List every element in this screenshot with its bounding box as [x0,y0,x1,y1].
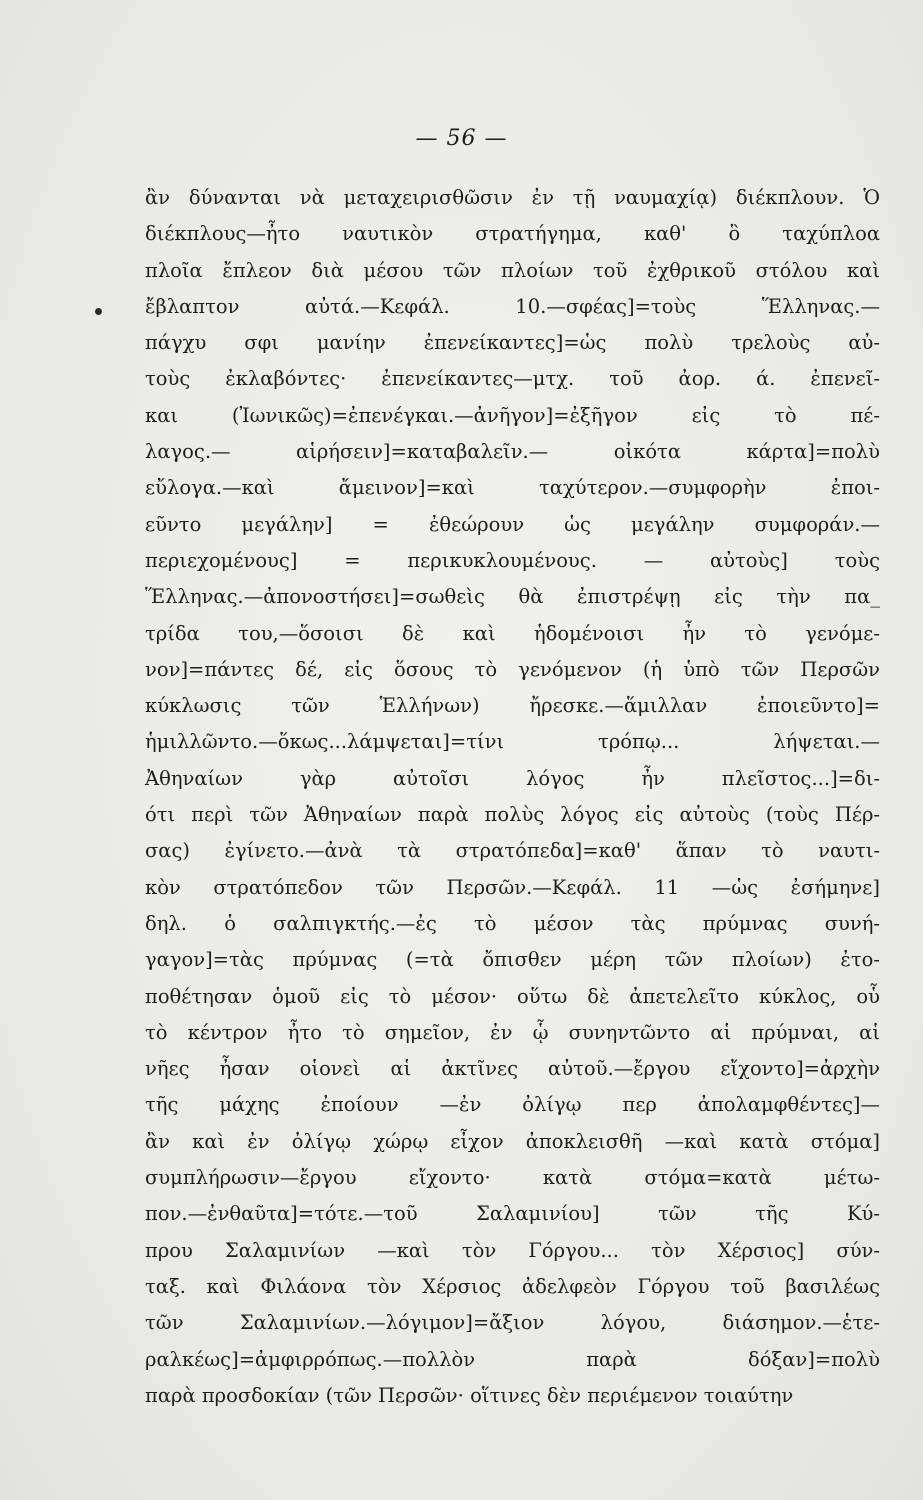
text-line: διέκπλους—ἦτο ναυτικὸν στρατήγημα, καθ' ὃ ταχύπλοα [145,222,880,246]
text-line: τρίδα του,—ὅσοισι δὲ καὶ ἡδομένοισι ἦν τὸ γενόμε- [145,621,880,645]
text-line: τὸ κέντρον ἦτο τὸ σημεῖον, ἐν ᾧ συνηντῶντο αἱ πρύμναι, αἱ [145,1020,880,1044]
text-line: ότι περὶ τῶν Ἀθηναίων παρὰ πολὺς λόγος εἰς αὐτοὺς (τοὺς Πέρ- [145,803,880,827]
text-line: νον]=πάντες δέ, εἰς ὅσους τὸ γενόμενον (ἡ ὑπὸ τῶν Περσῶν [145,657,880,681]
text-line: νῆες ἦσαν οἱονεὶ αἱ ἀκτῖνες αὐτοῦ.—ἔργου εἴχοντο]=ἀρχὴν [145,1057,880,1081]
text-line: κύκλωσις τῶν Ἑλλήνων) ἤρεσκε.—ἅμιλλαν ἐποιεῦντο]= [145,694,880,718]
text-line: ταξ. καὶ Φιλάονα τὸν Χέρσιος ἀδελφεὸν Γόργου τοῦ βασιλέως [145,1274,880,1298]
text-line: περιεχομένους] = περικυκλουμένους. — αὐτοὺς] τοὺς [145,548,880,572]
text-line: πλοῖα ἔπλεον διὰ μέσου τῶν πλοίων τοῦ ἐχθρικοῦ στόλου καὶ [145,258,880,282]
page-number: — 56 — [415,126,508,151]
text-line: πον.—ἐνθαῦτα]=τότε.—τοῦ Σαλαμινίου] τῶν τῆς Κύ- [145,1202,880,1226]
text-line: πρου Σαλαμινίων —καὶ τὸν Γόργου... τὸν Χέρσιος] σύν- [145,1238,880,1262]
text-line: και (Ἰωνικῶς)=ἐπενέγκαι.—ἀνῆγον]=ἐξῆγον εἰς τὸ πέ- [145,403,880,427]
text-line: συμπλήρωσιν—ἔργου εἴχοντο· κατὰ στόμα=κατὰ μέτω- [145,1166,880,1190]
text-line: πάγχυ σφι μανίην ἐπενείκαντες]=ὡς πολὺ τρελοὺς αὐ- [145,331,880,355]
text-line: ἔβλαπτον αὐτά.—Κεφάλ. 10.—σφέας]=τοὺς Ἕλληνας.— [145,294,880,318]
text-line: Ἕλληνας.—ἀπονοστήσει]=σωθεὶς θὰ ἐπιστρέψῃ εἰς τὴν πα_ [145,585,880,609]
margin-mark [95,308,102,315]
text-line: σας) ἐγίνετο.—ἀνὰ τὰ στρατόπεδα]=καθ' ἅπαν τὸ ναυτι- [145,839,880,863]
text-line: γαγον]=τὰς πρύμνας (=τὰ ὄπισθεν μέρη τῶν πλοίων) ἐτο- [145,948,880,972]
commentary-text [145,180,880,1414]
text-line: ἂν καὶ ἐν ὀλίγῳ χώρῳ εἶχον ἀποκλεισθῆ —καὶ κατὰ στόμα] [145,1129,880,1153]
text-line: τοὺς ἐκλαβόντες· ἐπενείκαντες—μτχ. τοῦ ἀορ. ά. ἐπενεῖ- [145,367,880,391]
text-line: τῶν Σαλαμινίων.—λόγιμον]=ἄξιον λόγου, διάσημον.—ἑτε- [145,1311,880,1335]
text-line: κὸν στρατόπεδον τῶν Περσῶν.—Κεφάλ. 11 —ὡς ἐσήμηνε] [145,875,880,899]
text-line: εὔλογα.—καὶ ἄμεινον]=καὶ ταχύτερον.—συμφορὴν ἐποι- [145,476,880,500]
text-line: λαγος.— αἱρήσειν]=καταβαλεῖν.— οἰκότα κάρτα]=πολὺ [145,440,880,464]
text-line: ἡμιλλῶντο.—ὅκως...λάμψεται]=τίνι τρόπῳ... λήψεται.— [145,730,880,754]
text-line: ποθέτησαν ὁμοῦ εἰς τὸ μέσον· οὕτω δὲ ἀπετελεῖτο κύκλος, οὗ [145,984,880,1008]
text-line: Ἀθηναίων γὰρ αὐτοῖσι λόγος ἦν πλεῖστος...]=δι- [145,766,880,790]
text-line: ἂν δύνανται νὰ μεταχειρισθῶσιν ἐν τῇ ναυμαχίᾳ) διέκπλουν. Ὁ [145,186,880,209]
text-line: παρὰ προσδοκίαν (τῶν Περσῶν· οἵτινες δὲν περιέμενον τοιαύτην [145,1383,794,1407]
text-line: δηλ. ὁ σαλπιγκτής.—ἐς τὸ μέσον τὰς πρύμνας συνή- [145,911,880,935]
text-line: εῦντο μεγάλην] = ἐθεώρουν ὡς μεγάλην συμφοράν.— [145,512,880,536]
text-line: ραλκέως]=ἀμφιρρόπως.—πολλὸν παρὰ δόξαν]=πολὺ [145,1347,880,1371]
text-line: τῆς μάχης ἐποίουν —ἐν ὀλίγῳ περ ἀπολαμφθέντες]— [145,1093,880,1117]
